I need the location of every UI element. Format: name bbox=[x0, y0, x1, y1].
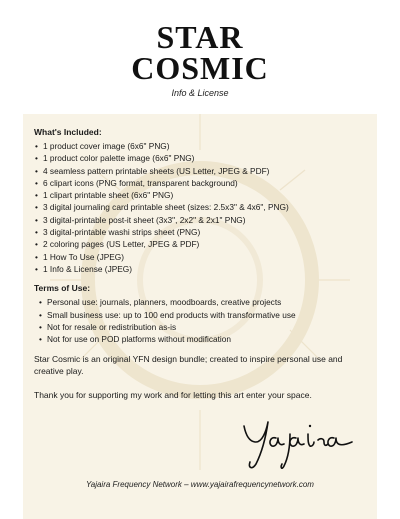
signature-icon bbox=[240, 412, 360, 472]
list-item: • 1 product color palette image (6x6" PNG) bbox=[34, 152, 374, 164]
list-item: • Not for use on POD platforms without modification bbox=[34, 333, 374, 345]
list-item: • 2 coloring pages (US Letter, JPEG & PDF) bbox=[34, 238, 374, 250]
thanks-paragraph: Thank you for supporting my work and for letting this art enter your space. bbox=[34, 390, 312, 401]
included-heading: What's Included: bbox=[34, 127, 102, 137]
list-item: • 3 digital-printable post-it sheet (3x3", 2x2" & 2x1" PNG) bbox=[34, 214, 374, 226]
list-item: • Personal use: journals, planners, moodboards, creative projects bbox=[34, 296, 374, 308]
content bbox=[34, 126, 374, 401]
title-line-2: COSMIC bbox=[131, 50, 269, 86]
list-item: • 4 seamless pattern printable sheets (US Letter, JPEG & PDF) bbox=[34, 165, 374, 177]
footer: Yajaira Frequency Network – www.yajairafrequencynetwork.com bbox=[86, 480, 314, 489]
list-item: • 6 clipart icons (PNG format, transparent background) bbox=[34, 177, 374, 189]
terms-list bbox=[34, 296, 374, 345]
subtitle: Info & License bbox=[171, 88, 229, 98]
about-paragraph: Star Cosmic is an original YFN design bundle; created to inspire personal use and creative play. bbox=[34, 354, 343, 377]
list-item: • 1 Info & License (JPEG) bbox=[34, 263, 374, 275]
list-item: • Small business use: up to 100 end products with transformative use bbox=[34, 309, 374, 321]
list-item: • 3 digital-printable washi strips sheet (PNG) bbox=[34, 226, 374, 238]
list-item: • 1 How To Use (JPEG) bbox=[34, 251, 374, 263]
list-item: • 1 clipart printable sheet (6x6" PNG) bbox=[34, 189, 374, 201]
list-item: • 3 digital journaling card printable sheet (sizes: 2.5x3" & 4x6", PNG) bbox=[34, 201, 374, 213]
list-item: • 1 product cover image (6x6" PNG) bbox=[34, 140, 374, 152]
title-line-1: STAR bbox=[156, 19, 244, 55]
included-list bbox=[34, 140, 374, 275]
terms-heading: Terms of Use: bbox=[34, 283, 91, 294]
list-item: • Not for resale or redistribution as-is bbox=[34, 321, 374, 333]
